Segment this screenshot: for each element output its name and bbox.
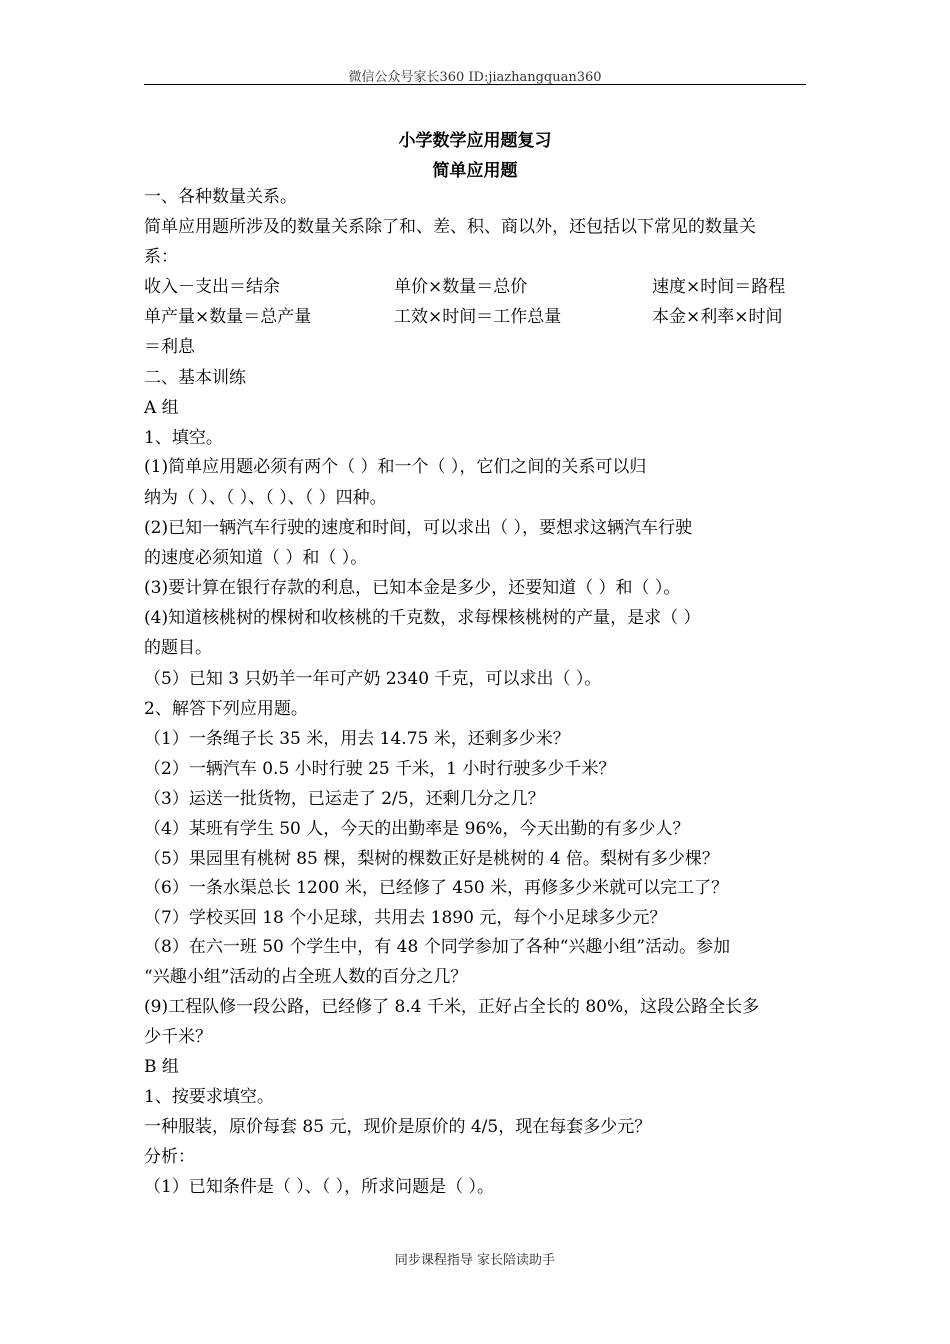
doc-subtitle: 简单应用题 (432, 161, 518, 181)
analysis-fill-1: （1）已知条件是（ ）、（ ），所求问题是（ ）。 (144, 1177, 495, 1197)
question-6: （6）一条水渠总长 1200 米，已经修了 450 米，再修多少米就可以完工了？ (144, 878, 729, 898)
relation-6-cont: ＝利息 (144, 337, 195, 357)
a-part-2-heading: 2、解答下列应用题。 (144, 699, 308, 719)
question-8-line-1: （8）在六一班 50 个学生中，有 48 个同学参加了各种“兴趣小组”活动。参加 (144, 937, 731, 957)
page-header: 微信公众号家长360 ID:jiazhangquan360 (348, 70, 602, 85)
question-7: （7）学校买回 18 个小足球，共用去 1890 元，每个小足球多少元？ (144, 908, 667, 928)
question-5: （5）果园里有桃树 85 棵，梨树的棵数正好是桃树的 4 倍。梨树有多少棵？ (144, 849, 719, 869)
relation-1: 收入－支出＝结余 (144, 277, 280, 297)
section-heading-2: 二、基本训练 (144, 368, 246, 388)
fill-4-line-1: (4)知道核桃树的棵树和收核桃的千克数，求每棵核桃树的产量，是求（ ） (144, 608, 701, 628)
fill-5: （5）已知 3 只奶羊一年可产奶 2340 千克，可以求出（ ）。 (144, 669, 602, 689)
group-a-label: A 组 (144, 398, 179, 418)
intro-line-2: 系： (144, 247, 178, 267)
section-heading-1: 一、各种数量关系。 (144, 187, 297, 207)
relation-4: 单产量×数量＝总产量 (144, 307, 312, 327)
relation-6: 本金×利率×时间 (652, 307, 783, 327)
question-2: （2）一辆汽车 0.5 小时行驶 25 千米，1 小时行驶多少千米？ (144, 759, 616, 779)
fill-1-line-2: 纳为（ ）、（ ）、（ ）、（ ）四种。 (144, 488, 387, 508)
question-1: （1）一条绳子长 35 米，用去 14.75 米，还剩多少米？ (144, 729, 570, 749)
doc-title: 小学数学应用题复习 (398, 131, 552, 151)
b-question: 一种服装，原价每套 85 元，现价是原价的 4/5，现在每套多少元？ (144, 1117, 652, 1137)
question-9-line-1: (9)工程队修一段公路，已经修了 8.4 千米，正好占全长的 80%，这段公路全长多 (144, 997, 760, 1017)
page-footer: 同步课程指导 家长陪读助手 (394, 1253, 556, 1268)
question-8-line-2: “兴趣小组”活动的占全班人数的百分之几？ (144, 967, 468, 987)
relation-2: 单价×数量＝总价 (394, 277, 528, 297)
b-part-1-heading: 1、按要求填空。 (144, 1087, 274, 1107)
relation-5: 工效×时间＝工作总量 (394, 307, 562, 327)
intro-line-1: 简单应用题所涉及的数量关系除了和、差、积、商以外，还包括以下常见的数量关 (144, 217, 756, 237)
group-b-label: B 组 (144, 1057, 179, 1077)
fill-2-line-2: 的速度必须知道（ ）和（ ）。 (144, 548, 368, 568)
fill-1-line-1: (1)简单应用题必须有两个（ ）和一个（ ），它们之间的关系可以归 (144, 457, 647, 477)
relation-3: 速度×时间＝路程 (652, 277, 786, 297)
fill-3: (3)要计算在银行存款的利息，已知本金是多少，还要知道（ ）和（ ）。 (144, 578, 681, 598)
question-9-line-2: 少千米？ (144, 1027, 212, 1047)
fill-2-line-1: (2)已知一辆汽车行驶的速度和时间，可以求出（ ），要想求这辆汽车行驶 (144, 518, 692, 538)
fill-4-line-2: 的题目。 (144, 638, 212, 658)
question-3: （3）运送一批货物，已运走了 2/5，还剩几分之几？ (144, 789, 545, 809)
question-4: （4）某班有学生 50 人，今天的出勤率是 96%，今天出勤的有多少人？ (144, 819, 690, 839)
analysis-label: 分析： (144, 1147, 195, 1167)
header-rule (144, 84, 806, 85)
a-part-1-heading: 1、填空。 (144, 428, 223, 448)
